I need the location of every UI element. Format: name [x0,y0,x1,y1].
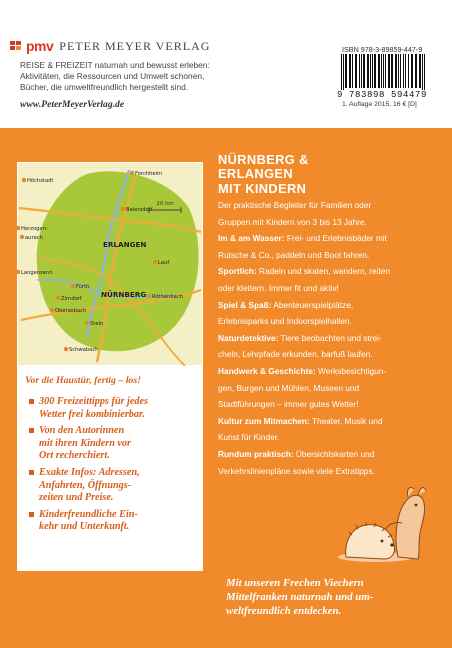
description-text: Rutsche & Co., paddeln und Boot fahren. [218,249,370,260]
description-text: Radeln und skaten, wandern, reiten [256,266,391,277]
description-line [218,297,444,314]
book-title [218,153,438,196]
description-line [218,330,444,347]
publisher-logo [10,38,210,54]
barcode-bar [395,54,397,88]
map-place-label: Stein [90,321,104,327]
description-line [218,463,444,480]
feature-item [29,509,201,534]
isbn-label: ISBN 978-3-89859-447-9 [342,45,423,54]
barcode-bar [355,54,357,88]
feature-item [29,467,201,505]
description-text: Der praktische Begleiter für Familien oder [218,200,372,210]
feature-line: Ort recherchiert. [39,450,110,462]
barcode-bar [349,54,351,88]
barcode-bar [352,54,353,88]
description-line [218,413,444,430]
slogan-title: Vor die Haustür, fertig – los! [25,375,141,386]
map-town-marker [56,296,60,300]
barcode-bar [345,54,347,88]
feature-line: Von den Autorinnen [39,425,125,437]
barcode-bar [391,54,393,88]
description-lead: Kultur zum Mitmachen: [218,415,310,426]
description-line [218,396,444,413]
description-lead: Im & am Wasser: [218,233,285,244]
description-lead: Handwerk & Geschichte: [218,365,316,376]
map-town-marker [64,347,68,351]
description-text: Abenteuerspielplätze, [271,299,354,310]
barcode-bar [374,54,376,88]
logo-abbreviation: pmv [26,38,54,54]
map-place-label: NÜRNBERG [101,290,147,299]
map-place-label: Langenzenn [21,270,53,276]
title-line: NÜRNBERG & [218,152,309,167]
publisher-intro [20,60,250,94]
footer-slogan [226,576,444,619]
intro-line: Aktivitäten, die Ressourcen und Umwelt schonen, [20,71,205,82]
feature-line: 300 Freizeittipps für jedes [39,396,148,407]
description-line [218,214,444,231]
description-line [218,313,444,330]
description-text: Erlebnisparks und Indoorspielhallen. [218,316,352,327]
description-text: Frei- und Erlebnisbäder mit [284,233,387,244]
map-town-marker [50,308,54,312]
map-town-marker [85,321,89,325]
description-text: Verkehrslinienpläne sowie viele Extratipps. [218,465,375,476]
map-place-label: Lauf [158,260,170,266]
feature-line: Exakte Infos: Adressen, [39,466,140,478]
description-line [218,346,444,363]
barcode-bar [385,54,386,88]
edition-price: 1. Auflage 2015, 16 € [D] [342,101,417,108]
feature-line: zeiten und Preise. [39,492,114,504]
map-town-marker [147,294,151,298]
description-text: Gruppen mit Kindern von 3 bis 13 Jahre. [218,216,367,227]
feature-line: mit ihren Kindern vor [39,437,131,449]
footer-line: Mit unseren Frechen Viechern [226,577,364,589]
barcode-number: 9 783898 594479 [337,90,428,100]
map-place-label: Herzogen- [21,226,48,232]
description-line [218,446,444,463]
map-town-marker [71,284,75,288]
description-text: Theater, Musik und [309,415,383,426]
map-place-label: aurach [25,235,43,241]
description-line [218,380,444,397]
description-text: Tiere beobachten und strei- [278,332,382,343]
barcode-bar [398,54,399,88]
description-lead: Sportlich: [218,266,257,277]
description-line [218,263,444,280]
title-line: ERLANGEN [218,166,294,182]
barcode-bar [381,54,382,88]
description-text: Werksbesichtigun- [315,365,387,376]
description-line [218,197,444,214]
map-place-label: Fürth [76,284,90,290]
barcode-bar [408,54,409,88]
barcode-bar [405,54,406,88]
barcode-bar [411,54,413,88]
description-text: Stadtführungen – immer gutes Wetter! [218,399,359,410]
footer-line: weltfreundlich entdecken. [226,605,342,618]
slogan-box [17,366,203,571]
map-place-label: Forchheim [135,171,163,177]
publisher-band [0,0,452,128]
map-town-marker [22,178,26,182]
description-text: Kunst für Kinder. [218,432,280,443]
barcode-bar [415,54,417,88]
map-place-label: Zirndorf [61,296,82,302]
book-description [218,197,444,479]
barcode-bar [359,54,360,88]
map-place-label: Baiersdorf [126,207,153,213]
feature-line: Wetter frei kombinierbar. [39,408,145,420]
barcode-bar [370,54,371,88]
description-line [218,363,444,380]
barcode-bar [367,54,369,88]
feature-line: Anfahrten, Öffnungs- [39,479,132,491]
footer-line: Mittelfranken naturnah und um- [226,591,374,604]
feature-line: Kinderfreundliche Ein- [39,508,138,520]
description-line [218,429,444,446]
critters-illustration [336,483,432,563]
map-place-label: Oberasbach [55,308,87,314]
feature-line: kehr und Unterkunft. [39,521,130,533]
map-town-marker [20,235,24,239]
description-line [218,247,444,264]
feature-item [29,396,201,421]
description-text: gen, Burgen und Mühlen, Museen und [218,382,360,393]
intro-line: REISE & FREIZEIT naturnah und bewusst erleben: [20,60,210,70]
feature-list [29,396,201,538]
description-lead: Naturdetektive: [218,332,279,343]
map-place-label: Röthenbach [152,294,183,300]
barcode-bar [403,54,404,88]
description-text: Übersichtskarten und [293,448,375,459]
barcode-bar [422,54,423,90]
publisher-name: PETER MEYER VERLAG [59,38,211,53]
description-line [218,280,444,297]
barcode-bar [378,54,380,88]
description-text: cheln, Lehrpfade erkunden, barfuß laufen. [218,349,373,360]
intro-line: Bücher, die umweltfreundlich hergestellt sind. [20,82,189,93]
region-map [17,162,203,366]
map-scale-label: 20 km [156,201,174,207]
description-text: oder klettern. Immer fit und aktiv! [218,282,339,293]
description-lead: Spiel & Spaß: [218,299,272,310]
barcode-bar [383,54,384,88]
barcode-bar [419,54,421,88]
description-lead: Rundum praktisch: [218,448,294,459]
barcode-bar [363,54,365,88]
map-town-marker [130,171,134,175]
barcode-bar [388,54,390,88]
map-place-label: ERLANGEN [103,240,147,249]
barcode-bar [341,54,342,90]
barcode [339,54,441,90]
barcode-bar [372,54,373,88]
map-place-label: Schwabach [69,347,99,353]
barcode-bar [400,54,401,88]
map-town-marker [153,260,157,264]
feature-item [29,425,201,463]
publisher-website: www.PeterMeyerVerlag.de [20,99,125,110]
title-line: MIT KINDERN [218,180,307,196]
barcode-bar [361,54,362,88]
description-line [218,230,444,247]
map-place-label: Höchstadt [27,178,54,184]
barcode-bar [343,54,344,90]
barcode-bar [424,54,425,90]
logo-mark-icon [10,41,22,51]
map-town-marker [121,207,125,211]
